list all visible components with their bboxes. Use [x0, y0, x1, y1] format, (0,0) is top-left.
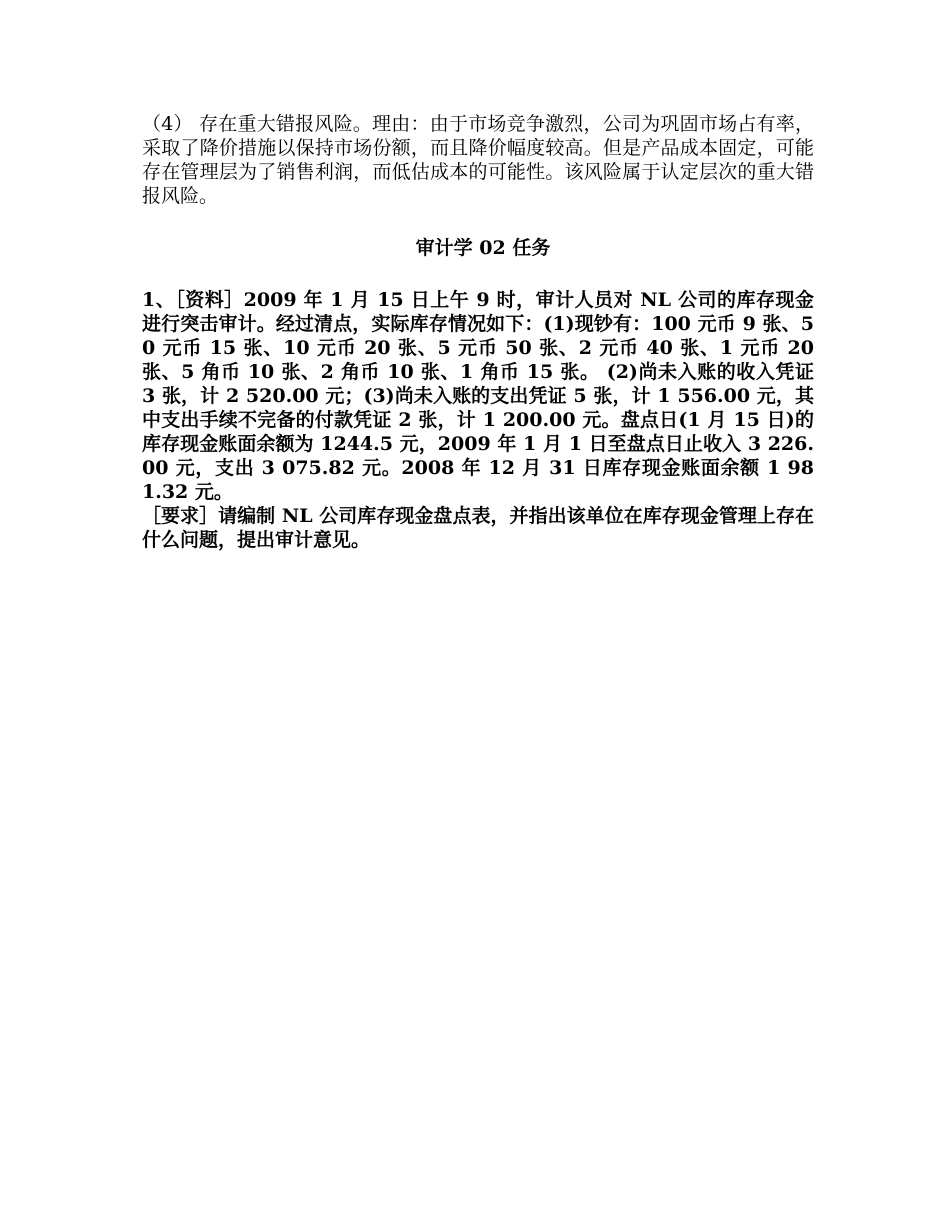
document-page [142, 112, 814, 552]
question-1-requirement: ［要求］请编制 NL 公司库存现金盘点表，并指出该单位在库存现金管理上存在什么问题，提出审计意见。 [142, 505, 814, 551]
question-1-material: 1、［资料］2009 年 1 月 15 日上午 9 时，审计人员对 NL 公司的库存现金进行突击审计。经过清点，实际库存情况如下：(1)现钞有：100 元币 9 张、50 元币 15 张、10 元币 20 张、5 元币 50 张、2 元币 40 张、1 元币 20 张、5 角币 10 张、2 角币 10 张、1 角币 15 张。 (2)尚未入账的收入凭证 3 张，计 2 520.00 元；(3)尚未入账的支出凭证 5 张，计 1 556.00 元，其中支出手续不完备的付款凭证 2 张，计 1 200.00 元。盘点日(1 月 15 日)的库存现金账面余额为 1244.5 元，2009 年 1 月 1 日至盘点日止收入 3 226.00 元，支出 3 075.82 元。2008 年 12 月 31 日库存现金账面余额 1 981.32 元。 [142, 289, 814, 503]
answer-paragraph-4: （4） 存在重大错报风险。理由：由于市场竞争激烈，公司为巩固市场占有率，采取了降价措施以保持市场份额，而且降价幅度较高。但是产品成本固定，可能存在管理层为了销售利润，而低估成本的可能性。该风险属于认定层次的重大错报风险。 [142, 113, 814, 207]
question-1 [142, 288, 814, 552]
section-title: 审计学 02 任务 [415, 237, 551, 259]
